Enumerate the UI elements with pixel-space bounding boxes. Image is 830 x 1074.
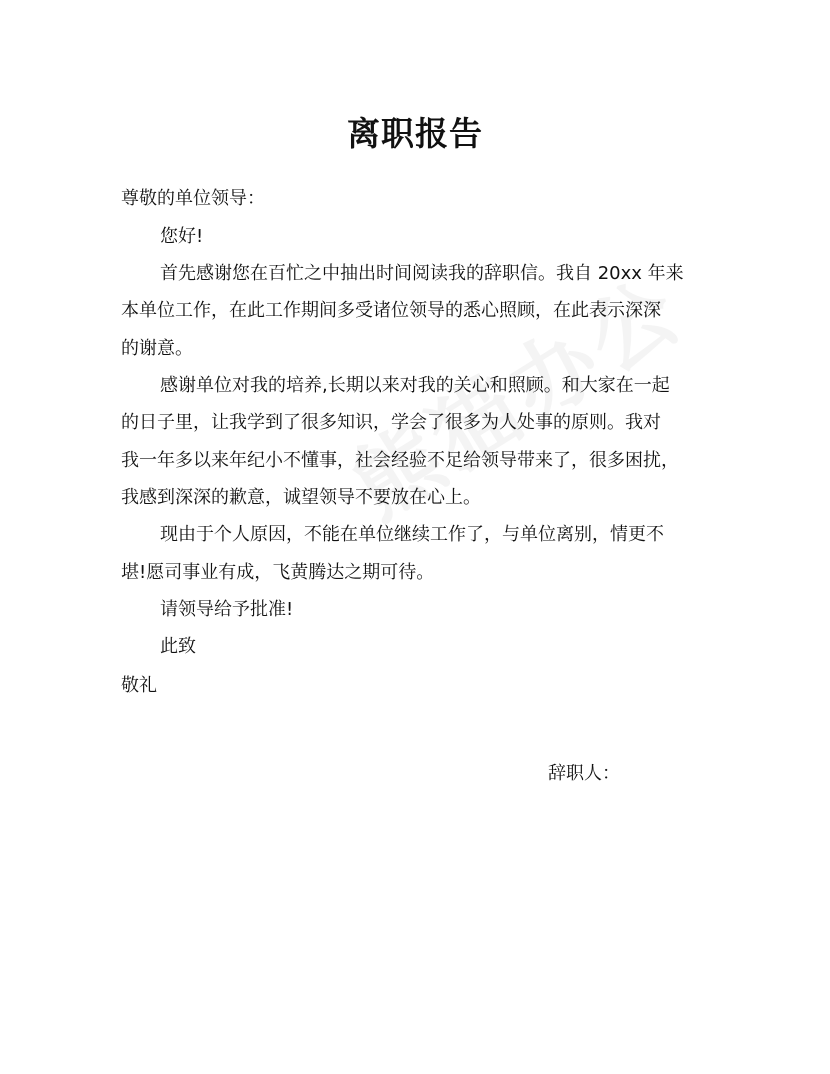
paragraph-1-line-2: 本单位工作，在此工作期间多受诸位领导的悉心照顾，在此表示深深 [121,300,661,321]
paragraph-2-line-4: 我感到深深的歉意，诚望领导不要放在心上。 [121,487,481,508]
request-line: 请领导给予批准! [160,599,294,620]
paragraph-3-line-2: 堪!愿司事业有成，飞黄腾达之期可待。 [121,562,435,583]
paragraph-2-line-2: 的日子里，让我学到了很多知识，学会了很多为人处事的原则。我对 [121,412,661,433]
closing-jing-li: 敬礼 [121,675,157,696]
paragraph-2-line-3: 我一年多以来年纪小不懂事，社会经验不足给领导带来了，很多困扰， [121,450,679,471]
paragraph-2-line-1: 感谢单位对我的培养,长期以来对我的关心和照顾。和大家在一起 [160,375,670,396]
salutation: 尊敬的单位领导： [121,188,265,209]
greeting: 您好! [160,226,204,247]
document-title: 离职报告 [347,114,483,153]
signature-label: 辞职人： [548,763,620,784]
closing-ci-zhi: 此致 [160,636,196,657]
paragraph-3-line-1: 现由于个人原因，不能在单位继续工作了，与单位离别，情更不 [160,524,664,545]
paragraph-1-line-1: 首先感谢您在百忙之中抽出时间阅读我的辞职信。我自 20xx 年来 [160,263,684,284]
paragraph-1-line-3: 的谢意。 [121,338,193,359]
